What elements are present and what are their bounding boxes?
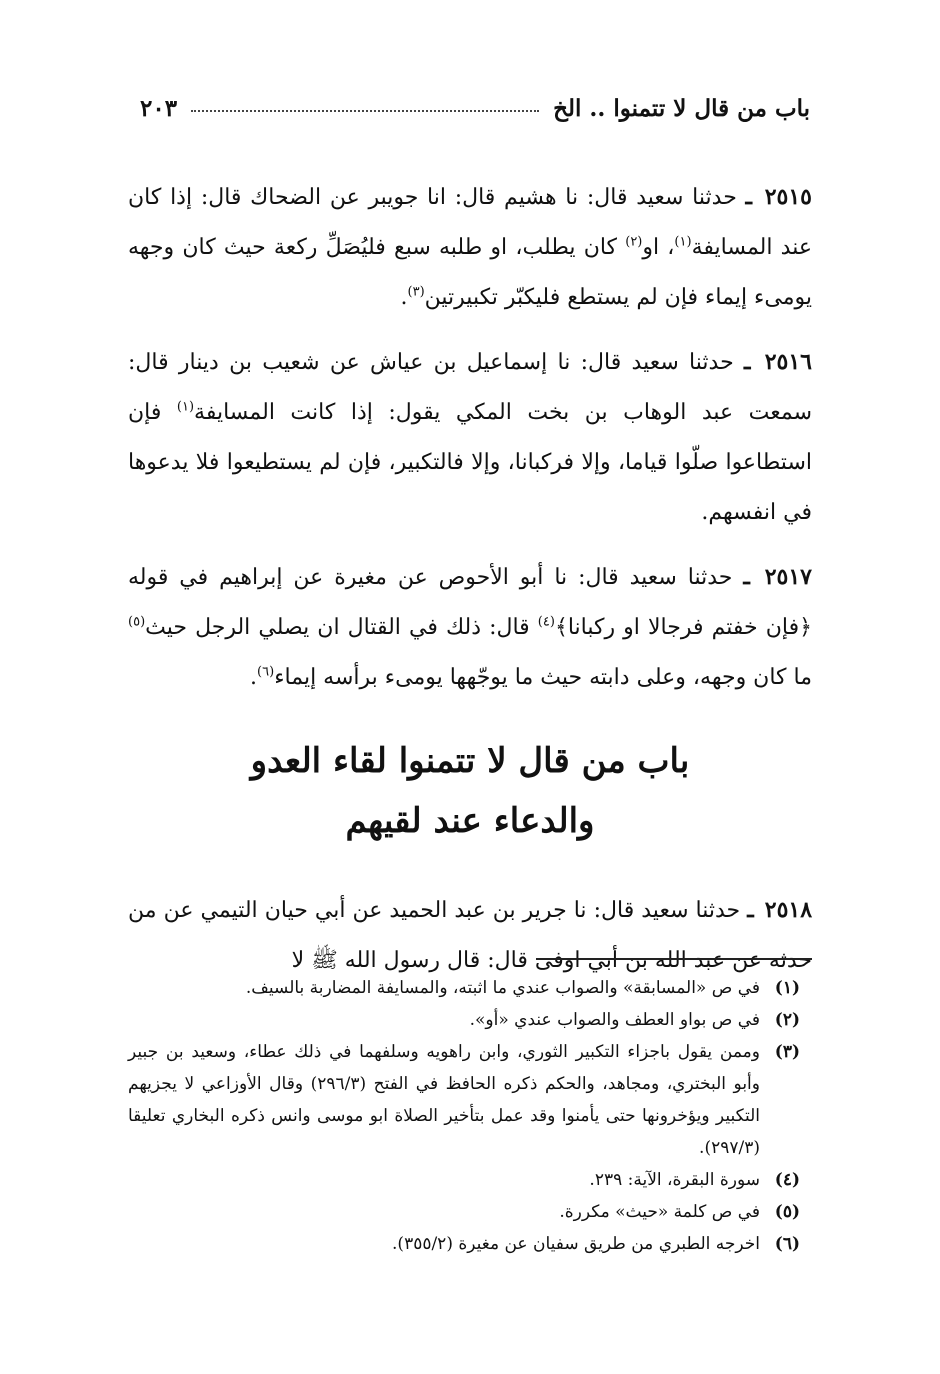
hadith-text: حدثنا سعيد قال: نا جرير بن عبد الحميد عن أبي حيان التيمي عن من حدثه عن عبد الله بن أبي اوفى قال: قال رسول الله ﷺ لا	[128, 898, 812, 973]
footnote-number: (٢)	[774, 1010, 800, 1030]
footnote-item	[128, 1004, 800, 1036]
hadith-text: فإن استطاعوا صلّوا قياما، وإلا فركبانا، وإلا فالتكبير، فإن لم يستطيعوا فلا يدعوها في انفسهم.	[128, 400, 812, 525]
hadith-text: .	[400, 285, 408, 310]
footnote-item	[128, 1036, 800, 1164]
hadith-text: قال: ذلك في القتال ان يصلي الرجل حيث	[145, 615, 530, 640]
footnote-divider	[536, 958, 812, 960]
footnote-text: في ص «المسابقة» والصواب عندي ما اثبته، والمسايفة المضاربة بالسيف.	[245, 978, 760, 998]
footnote-ref: (٥)	[128, 614, 146, 630]
footnote-ref: (٤)	[537, 614, 555, 630]
chapter-title-line-1: باب من قال لا تتمنوا لقاء العدو	[250, 741, 690, 781]
footnote-number: (٥)	[774, 1202, 800, 1222]
footnote-ref: (٣)	[407, 284, 425, 300]
chapter-title	[128, 731, 812, 851]
hadith-text: حدثنا سعيد قال: نا هشيم قال: انا جويبر عن الضحاك قال: إذا كان عند المسايفة	[128, 185, 812, 260]
footnote-item	[128, 1164, 800, 1196]
footnote-text: سورة البقرة، الآية: ٢٣٩.	[589, 1170, 760, 1190]
hadith-text: حدثنا سعيد قال: نا أبو الأحوص عن مغيرة عن إبراهيم في قوله ﴿فإن خفتم فرجالا او ركبانا﴾	[128, 565, 812, 640]
footnote-item	[128, 1228, 800, 1260]
hadith-number: ٢٥١٧	[764, 564, 812, 590]
hadith-number: ٢٥١٥	[764, 184, 812, 210]
footnote-ref: (١)	[176, 399, 195, 415]
main-text	[128, 172, 812, 1000]
page-number: ٢٠٣	[140, 94, 178, 122]
footnote-item	[128, 1196, 800, 1228]
hadith-text: ، او	[642, 235, 675, 260]
dotted-leader	[191, 110, 539, 112]
page-header	[140, 88, 810, 128]
footnote-text: اخرجه الطبري من طريق سفيان عن مغيرة (٣٥٥/٢).	[392, 1234, 760, 1254]
dash-separator: ـ	[743, 564, 750, 590]
hadith-text: .	[250, 665, 258, 690]
footnote-text: في ص كلمة «حيث» مكررة.	[559, 1202, 760, 1222]
footnotes	[128, 972, 800, 1260]
chapter-title-line-2: والدعاء عند لقيهم	[345, 801, 595, 841]
dash-separator: ـ	[743, 349, 751, 375]
hadith-text: حدثنا سعيد قال: نا إسماعيل بن عياش عن شعيب بن دينار قال: سمعت عبد الوهاب بن بخت المكي يقول: إذا كانت المسايفة	[128, 350, 812, 425]
hadith-number: ٢٥١٦	[764, 349, 812, 375]
hadith-number: ٢٥١٨	[764, 897, 813, 923]
running-title: باب من قال لا تتمنوا .. الخ	[553, 94, 810, 122]
hadith-2517	[128, 552, 812, 703]
footnote-text: في ص بواو العطف والصواب عندي «أو».	[469, 1010, 760, 1030]
hadith-2516	[128, 337, 812, 538]
footnote-ref: (٢)	[625, 234, 643, 250]
footnote-number: (٤)	[774, 1170, 800, 1190]
footnote-ref: (٦)	[257, 664, 275, 680]
hadith-text: ما كان وجهه، وعلى دابته حيث ما يوجّهها يومىء برأسه إيماء	[274, 665, 812, 690]
hadith-2515	[128, 172, 812, 323]
footnote-item	[128, 972, 800, 1004]
footnote-text: وممن يقول باجزاء التكبير الثوري، وابن راهويه وسلفهما في ذلك عطاء، وسعيد بن جبير وأبو البختري، ومجاهد، والحكم ذكره الحافظ في الفتح (٢٩٦/٣) وقال الأوزاعي لا يجزيهم التكبير ويؤخرونها حتى يأمنوا وقد عمل بتأخير الصلاة ابو موسى وانس ذكره البخاري تعليقا (٢٩٧/٣).	[128, 1042, 760, 1158]
footnote-number: (١)	[774, 978, 800, 998]
hadith-text: كان يطلب، او طلبه سبع فليُصَلِّ ركعة حيث كان وجهه يومىء إيماء فإن لم يستطع فليكبّر تكبيرتين	[128, 235, 812, 310]
footnote-number: (٦)	[774, 1234, 800, 1254]
footnote-number: (٣)	[774, 1042, 800, 1062]
dash-separator: ـ	[747, 897, 754, 923]
hadith-2518	[128, 885, 812, 986]
dash-separator: ـ	[745, 184, 752, 210]
footnote-ref: (١)	[674, 234, 692, 250]
